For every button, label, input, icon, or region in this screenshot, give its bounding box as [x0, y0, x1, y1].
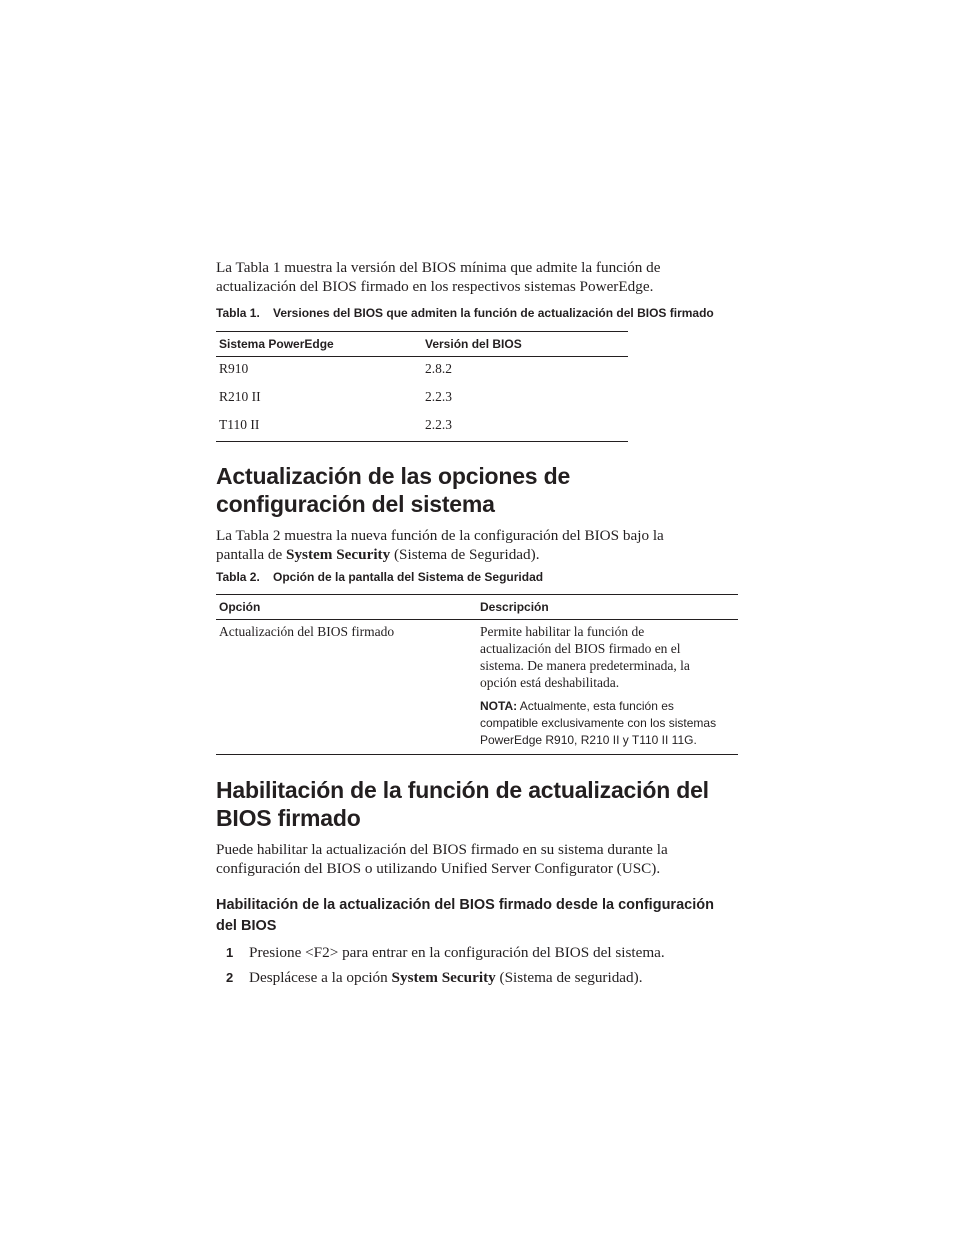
- step-number: 1: [226, 945, 234, 960]
- section1-paragraph-start: La Tabla 2 muestra la nueva función de la configuración del BIOS bajo la pantalla de: [216, 527, 664, 563]
- note-text: Actualmente, esta función es compatible exclusivamente con los sistemas PowerEdge R910, R210 II y T110 II 11G.: [480, 699, 717, 747]
- table1-cell-version: 2.2.3: [422, 413, 628, 442]
- note-label: NOTA:: [480, 699, 518, 713]
- section2-paragraph: Puede habilitar la actualización del BIOS firmado en su sistema durante la configuración del BIOS o utilizando Unified Server Configurator (USC).: [216, 841, 668, 877]
- table1-caption-number: Tabla 1.: [216, 306, 260, 320]
- table-security-option: [216, 594, 738, 755]
- table-row: [216, 385, 628, 413]
- table1-caption-text: Versiones del BIOS que admiten la función de actualización del BIOS firmado: [273, 306, 714, 320]
- table1-header-version: Versión del BIOS: [422, 332, 628, 357]
- section1-paragraph: [216, 526, 696, 564]
- table1-cell-version: 2.8.2: [425, 361, 452, 376]
- step-bold-term: System Security: [391, 969, 496, 986]
- table1-caption: [216, 306, 746, 320]
- table2-caption: [216, 570, 746, 584]
- table-row: [216, 620, 738, 755]
- table2-description-text: Permite habilitar la función de actualización del BIOS firmado en el sistema. De manera predeterminada, la opción está deshabilitada.: [480, 624, 690, 690]
- table2-caption-number: Tabla 2.: [216, 570, 260, 584]
- system-security-term: System Security: [286, 546, 391, 563]
- table2-header-option: Opción: [216, 595, 477, 620]
- list-item: [216, 968, 746, 987]
- table-row: [216, 357, 628, 386]
- list-item: [216, 943, 746, 962]
- table2-caption-text: Opción de la pantalla del Sistema de Seguridad: [273, 570, 544, 584]
- section1-paragraph-end: (Sistema de Seguridad).: [393, 546, 540, 563]
- note-block: [480, 698, 735, 749]
- table1-cell-system: R910: [219, 361, 249, 376]
- step-number: 2: [226, 970, 234, 985]
- table1-cell-system: R210 II: [219, 389, 261, 404]
- table1-header-system: Sistema PowerEdge: [216, 332, 422, 357]
- steps-list: [216, 943, 746, 987]
- step-text-end: (Sistema de seguridad).: [499, 969, 643, 986]
- section1-heading: Actualización de las opciones de configuración del sistema: [216, 463, 571, 517]
- table1-cell-version: 2.2.3: [425, 389, 452, 404]
- table1-cell-system: T110 II: [216, 413, 422, 442]
- table-row: [216, 413, 628, 442]
- table2-header-description: Descripción: [477, 595, 738, 620]
- intro-paragraph: La Tabla 1 muestra la versión del BIOS mínima que admite la función de actualización del BIOS firmado en los respectivos sistemas PowerEdge.: [216, 259, 661, 295]
- table-bios-versions: [216, 331, 628, 442]
- table2-cell-description: [477, 620, 738, 755]
- table2-cell-option: Actualización del BIOS firmado: [216, 620, 477, 755]
- section2-heading: Habilitación de la función de actualización del BIOS firmado: [216, 777, 709, 831]
- step-text: Presione <F2> para entrar en la configuración del BIOS del sistema.: [249, 944, 665, 961]
- step-text-start: Desplácese a la opción: [249, 969, 388, 986]
- subsection-heading: Habilitación de la actualización del BIOS firmado desde la configuración del BIOS: [216, 897, 714, 934]
- document-page: [216, 258, 746, 993]
